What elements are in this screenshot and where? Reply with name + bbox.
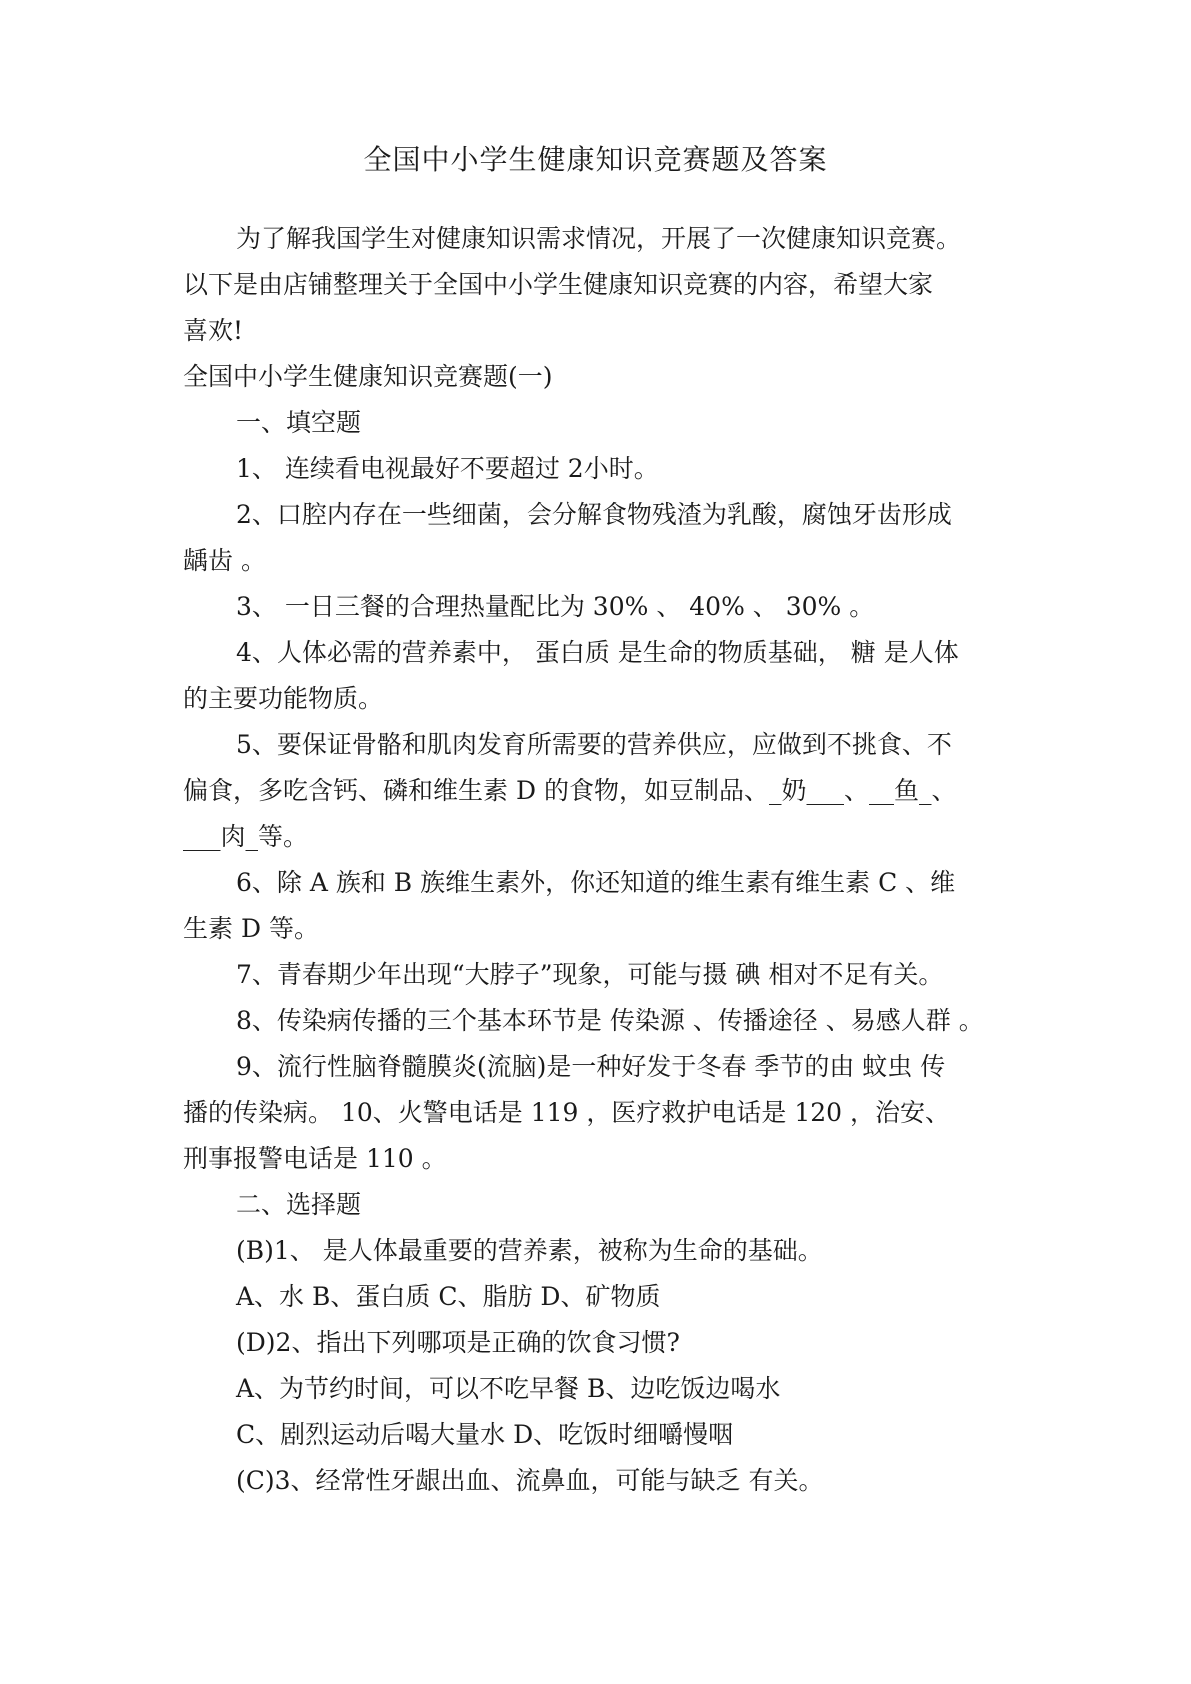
question-line: 4、人体必需的营养素中， 蛋白质 是生命的物质基础， 糖 是人体: [236, 638, 959, 667]
subsection-heading: 二、选择题: [236, 1190, 362, 1219]
question-line: 5、要保证骨骼和肌肉发育所需要的营养供应，应做到不挑食、不: [236, 730, 952, 759]
option-line: A、为节约时间，可以不吃早餐 B、边吃饭边喝水: [236, 1374, 781, 1403]
intro-line: 喜欢!: [183, 316, 244, 345]
option-line: C、剧烈运动后喝大量水 D、吃饭时细嚼慢咽: [236, 1420, 734, 1449]
question-line: 播的传染病。 10、火警电话是 119 ，医疗救护电话是 120 ，治安、: [183, 1098, 950, 1127]
document-title: 全国中小学生健康知识竞赛题及答案: [363, 143, 828, 176]
question-line: 8、传染病传播的三个基本环节是 传染源 、传播途径 、易感人群 。: [236, 1006, 984, 1035]
question-line: 2、口腔内存在一些细菌，会分解食物残渣为乳酸，腐蚀牙齿形成: [236, 500, 952, 529]
question-line: 刑事报警电话是 110 。: [183, 1144, 447, 1173]
option-line: A、水 B、蛋白质 C、脂肪 D、矿物质: [236, 1282, 661, 1311]
document-body: [183, 216, 1023, 1504]
question-line: 生素 D 等。: [183, 914, 319, 943]
section-heading: 全国中小学生健康知识竞赛题(一): [183, 362, 553, 391]
question-line: (D)2、指出下列哪项是正确的饮食习惯?: [236, 1328, 680, 1357]
question-line: 3、 一日三餐的合理热量配比为 30% 、 40% 、 30% 。: [236, 592, 875, 621]
question-line: ___肉_等。: [183, 822, 309, 851]
question-line: (B)1、 是人体最重要的营养素，被称为生命的基础。: [236, 1236, 823, 1265]
question-line: 6、除 A 族和 B 族维生素外，你还知道的维生素有维生素 C 、维: [236, 868, 956, 897]
question-line: 龋齿 。: [183, 546, 266, 575]
question-line: 偏食，多吃含钙、磷和维生素 D 的食物，如豆制品、_奶___、__鱼_、: [183, 776, 957, 805]
question-line: 1、 连续看电视最好不要超过 2小时。: [236, 454, 659, 483]
intro-line: 为了解我国学生对健康知识需求情况，开展了一次健康知识竞赛。: [236, 224, 962, 253]
question-line: 9、流行性脑脊髓膜炎(流脑)是一种好发于冬春 季节的由 蚊虫 传: [236, 1052, 946, 1081]
question-line: (C)3、经常性牙龈出血、流鼻血，可能与缺乏 有关。: [236, 1466, 824, 1495]
intro-line: 以下是由店铺整理关于全国中小学生健康知识竞赛的内容，希望大家: [183, 270, 934, 299]
subsection-heading: 一、填空题: [236, 408, 362, 437]
question-line: 7、青春期少年出现“大脖子”现象，可能与摄 碘 相对不足有关。: [236, 960, 944, 989]
question-line: 的主要功能物质。: [183, 684, 384, 713]
